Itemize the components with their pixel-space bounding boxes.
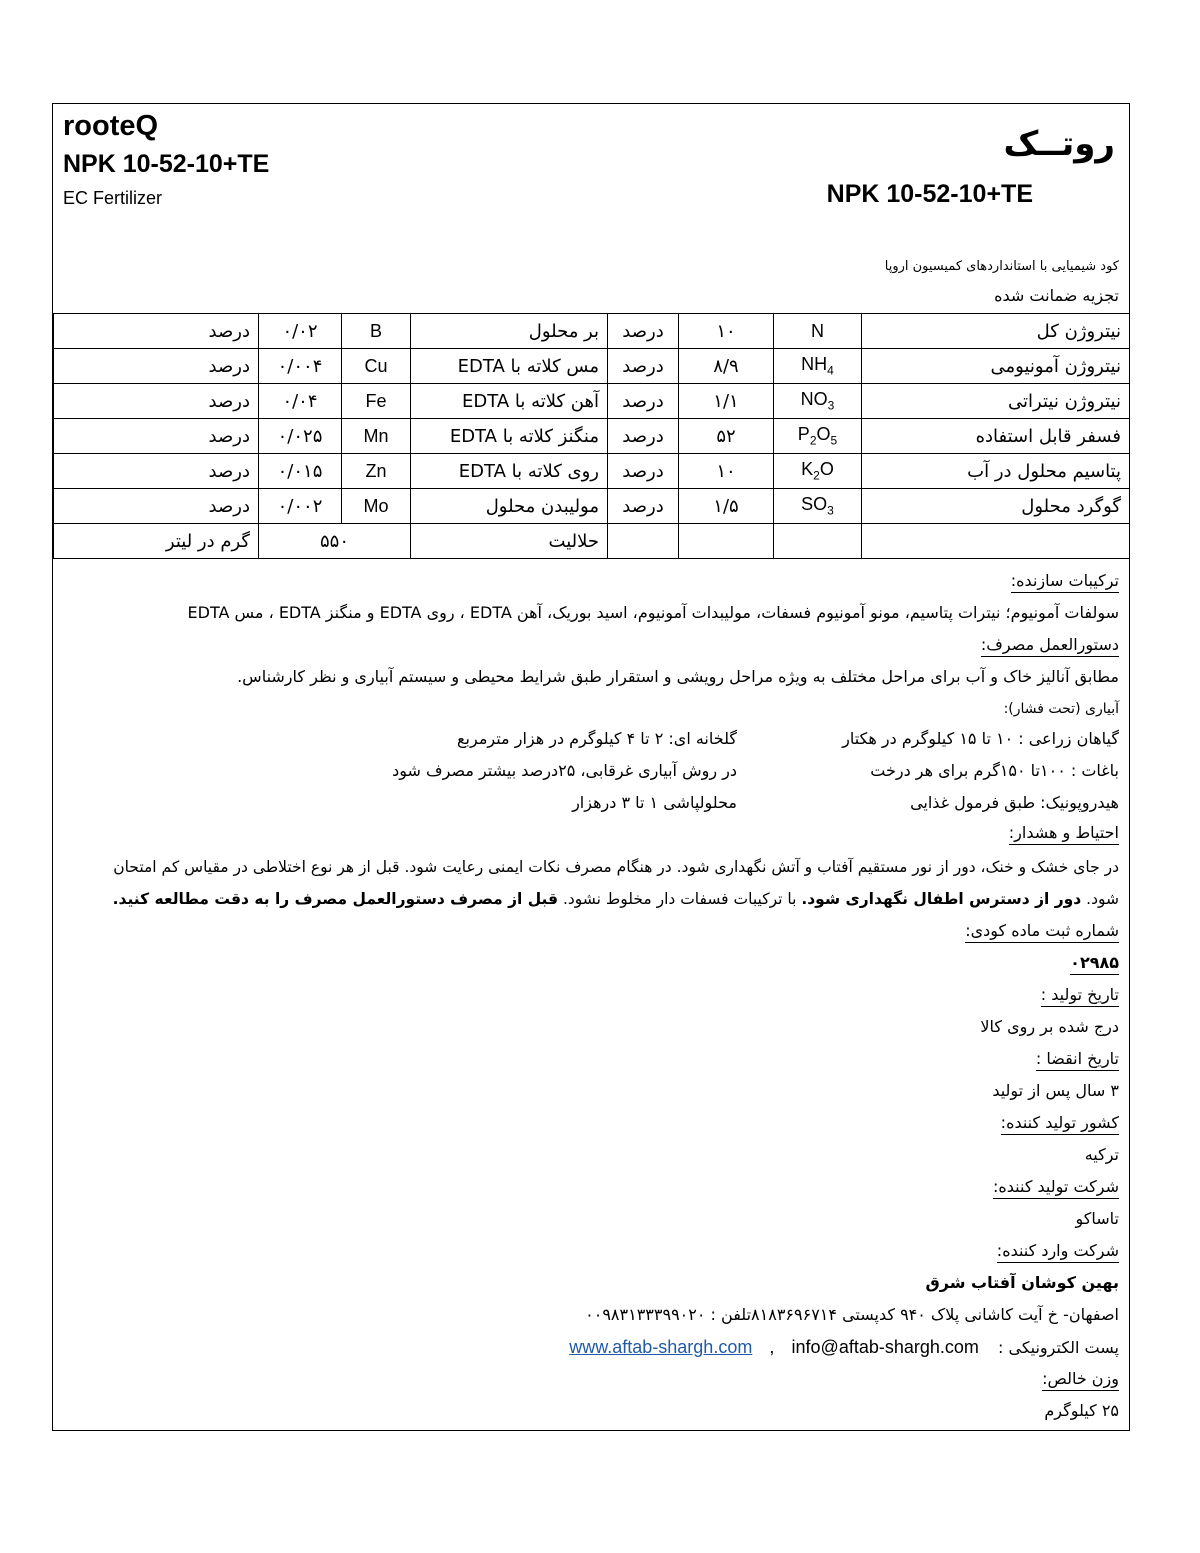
solubility-label: حلالیت [411,524,608,559]
micro-name: مولیبدن محلول [411,489,608,524]
expiry-value: ۳ سال پس از تولید [992,1081,1119,1100]
micro-symbol: Zn [342,454,411,489]
composition-section [63,570,1119,593]
micro-symbol: Cu [342,349,411,384]
unit: درصد [608,349,679,384]
micro-value: ۰/۰۰۴ [259,349,342,384]
usage-section [63,634,1119,657]
unit: درصد [608,489,679,524]
usage-text: مطابق آنالیز خاک و آب برای مراحل مختلف به ویژه مراحل رویشی و استقرار طبق شرایط محیطی و سیستم آبیاری و نظر کارشناس. [237,667,1119,686]
table-row [54,419,1130,454]
nutrient-name: نیتروژن کل [862,314,1130,349]
symbol: N [774,314,862,349]
micro-name: بر محلول [411,314,608,349]
ec-fertilizer-label: EC Fertilizer [63,188,163,208]
usage-title: دستورالعمل مصرف: [981,634,1119,657]
value: ۵۲ [679,419,774,454]
website-link[interactable]: www.aftab-shargh.com [569,1337,753,1357]
value: ۱/۱ [679,384,774,419]
micro-name: روی کلاته با EDTA [411,454,608,489]
micro-name: منگنز کلاته با EDTA [411,419,608,454]
country-title: کشور تولید کننده: [1001,1112,1119,1135]
empty-cell [679,524,774,559]
registration-section-value [63,952,1119,975]
caution-section [63,822,1119,845]
caution-text-a: شود. [1086,890,1119,908]
brand-name-en: rooteQ [63,110,159,142]
label-frame [52,103,1130,1431]
caution-warning-children: دور از دسترس اطفال نگهداری شود. [801,890,1082,908]
solubility-row [54,524,1130,559]
expiry-title: تاریخ انقضا : [1036,1048,1119,1071]
net-weight-value: ۲۵ کیلوگرم [1044,1401,1119,1420]
net-weight-section [63,1368,1119,1391]
analysis-table [53,313,1130,559]
flood-irrigation-note: در روش آبیاری غرقابی، ۲۵درصد بیشتر مصرف شود [392,761,737,780]
micro-name: آهن کلاته با EDTA [411,384,608,419]
production-date-title: تاریخ تولید : [1041,984,1119,1007]
symbol: $K_2O$ [774,454,862,489]
micro-symbol: Mn [342,419,411,454]
production-date-section [63,984,1119,1007]
manufacturer-title: شرکت تولید کننده: [993,1176,1119,1199]
micro-unit: درصد [54,349,259,384]
solubility-value: ۵۵۰ [259,524,411,559]
product-formula-en: NPK 10-52-10+TE [63,150,270,178]
caution-line-1: در جای خشک و خنک، دور از نور مستقیم آفتاب و آتش نگهداری شود. در هنگام مصرف نکات ایمنی رعایت شود. قبل از هر نوع اختلاطی در مقیاس کم امتحان [113,858,1119,876]
composition-title: ترکیبات سازنده: [1011,570,1119,593]
micro-value: ۰/۰۴ [259,384,342,419]
nutrient-name: نیتروژن نیتراتی [862,384,1130,419]
micro-unit: درصد [54,489,259,524]
table-row [54,349,1130,384]
unit: درصد [608,384,679,419]
nutrient-name: گوگرد محلول [862,489,1130,524]
production-date-value: درج شده بر روی کالا [980,1017,1119,1036]
contact-separator: , [769,1337,775,1357]
unit: درصد [608,419,679,454]
micro-unit: درصد [54,419,259,454]
greenhouse-rate: گلخانه ای: ۲ تا ۴ کیلوگرم در هزار مترمربع [457,729,737,748]
micro-symbol: Fe [342,384,411,419]
orchards-rate: باغات : ۱۰۰تا ۱۵۰گرم برای هر درخت [870,761,1119,780]
value: ۱۰ [679,454,774,489]
caution-line-2 [63,888,1119,910]
value: ۱۰ [679,314,774,349]
empty-cell [862,524,1130,559]
country-value: ترکیه [1084,1145,1119,1164]
table-row [54,454,1130,489]
micro-symbol: B [342,314,411,349]
micro-unit: درصد [54,314,259,349]
empty-cell [774,524,862,559]
importer-name: بهین کوشان آفتاب شرق [925,1273,1119,1292]
table-row [54,384,1130,419]
unit: درصد [608,454,679,489]
value: ۱/۵ [679,489,774,524]
importer-contact [63,1336,1119,1359]
caution-title: احتیاط و هشدار: [1009,822,1119,845]
hydroponic-rate: هیدروپونیک: طبق فرمول غذایی [910,793,1119,812]
expiry-section [63,1048,1119,1071]
field-crops-rate: گیاهان زراعی : ۱۰ تا ۱۵ کیلوگرم در هکتار [842,729,1119,748]
registration-title: شماره ثبت ماده کودی: [965,920,1119,943]
importer-section [63,1240,1119,1263]
caution-warning-read: قبل از مصرف دستورالعمل مصرف را به دقت مطالعه کنید. [112,890,559,908]
foliar-rate: محلولپاشی ۱ تا ۳ درهزار [572,793,737,812]
country-section [63,1112,1119,1135]
nutrient-name: فسفر قابل استفاده [862,419,1130,454]
guaranteed-analysis-title: تجزیه ضمانت شده [994,286,1119,305]
micro-value: ۰/۰۱۵ [259,454,342,489]
empty-cell [608,524,679,559]
symbol: $NH_4$ [774,349,862,384]
table-row [54,489,1130,524]
composition-text: سولفات آمونیوم؛ نیترات پتاسیم، مونو آمونیوم فسفات، مولیبدات آمونیوم، اسید بوریک، آهن EDTA ، روی EDTA و منگنز EDTA ، مس EDTA [187,603,1119,622]
registration-number: ۰۲۹۸۵ [1070,952,1119,975]
importer-title: شرکت وارد کننده: [997,1240,1119,1263]
manufacturer-value: تاساکو [1075,1209,1119,1228]
brand-name-fa: روتــک [1003,124,1115,164]
solubility-unit: گرم در لیتر [54,524,259,559]
symbol: $NO_3$ [774,384,862,419]
product-formula-right: NPK 10-52-10+TE [826,180,1033,208]
unit: درصد [608,314,679,349]
table-row [54,314,1130,349]
micro-value: ۰/۰۲۵ [259,419,342,454]
symbol: $P_2O_5$ [774,419,862,454]
micro-value: ۰/۰۰۲ [259,489,342,524]
value: ۸/۹ [679,349,774,384]
manufacturer-section [63,1176,1119,1199]
email-label: پست الکترونیکی : [998,1338,1119,1357]
nutrient-name: پتاسیم محلول در آب [862,454,1130,489]
micro-name: مس کلاته با EDTA [411,349,608,384]
registration-section [63,920,1119,943]
email-address[interactable]: info@aftab-shargh.com [791,1337,979,1357]
ec-standard-note: کود شیمیایی با استانداردهای کمیسیون اروپا [884,259,1119,274]
nutrient-name: نیتروژن آمونیومی [862,349,1130,384]
symbol: $SO_3$ [774,489,862,524]
irrigation-label: آبیاری (تحت فشار): [1003,701,1119,717]
caution-text-c: با ترکیبات فسفات دار مخلوط نشود. [562,890,797,908]
micro-value: ۰/۰۲ [259,314,342,349]
micro-unit: درصد [54,454,259,489]
micro-symbol: Mo [342,489,411,524]
importer-address: اصفهان- خ آیت کاشانی پلاک ۹۴۰ کدپستی ۸۱۸۳۶۹۶۷۱۴تلفن : ۰۰۹۸۳۱۳۳۳۹۹۰۲۰ [585,1305,1119,1324]
net-weight-title: وزن خالص: [1042,1368,1119,1391]
micro-unit: درصد [54,384,259,419]
